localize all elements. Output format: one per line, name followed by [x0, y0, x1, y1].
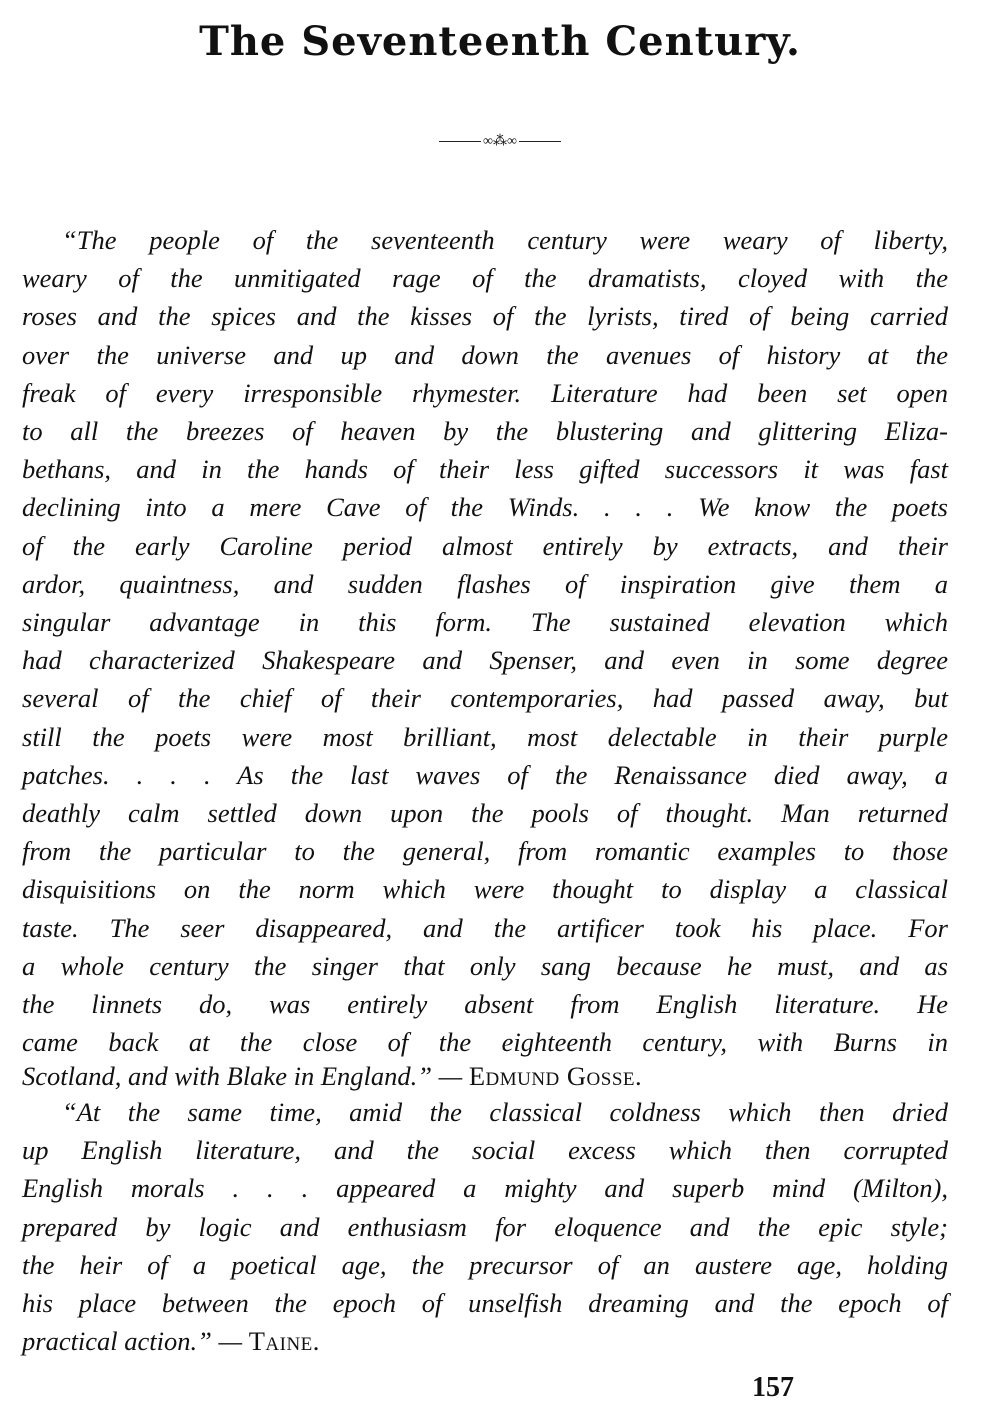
text-line	[22, 836, 948, 866]
text-line	[22, 722, 948, 752]
attribution: Edmund Gosse.	[468, 1061, 643, 1092]
line-text: several of the chief of their contemporaries, had passed away, but	[22, 683, 948, 714]
text-line	[22, 1250, 948, 1280]
line-text: came back at the close of the eighteenth century, with Burns in	[22, 1027, 948, 1058]
line-text: had characterized Shakespeare and Spenser, and even in some degree	[22, 645, 948, 676]
text-line	[22, 913, 948, 943]
line-text: taste. The seer disappeared, and the artificer took his place. For	[22, 912, 948, 943]
attribution: Taine.	[248, 1326, 320, 1357]
text-line	[22, 301, 948, 331]
text-line	[22, 1212, 948, 1242]
page-title: The Seventeenth Century.	[199, 18, 801, 65]
text-line	[22, 492, 948, 522]
text-line	[22, 798, 948, 828]
line-text: practical action.” —	[22, 1326, 249, 1357]
line-text: his place between the epoch of unselfish dreaming and the epoch of	[22, 1288, 948, 1318]
text-line	[22, 263, 948, 293]
text-line	[22, 531, 948, 561]
text-line	[22, 645, 948, 675]
line-text: weary of the unmitigated rage of the dramatists, cloyed with the	[22, 263, 948, 294]
text-line	[62, 1097, 948, 1127]
text-line	[22, 1135, 948, 1165]
text-line	[22, 1027, 948, 1057]
line-text: roses and the spices and the kisses of the lyrists, tired of being carried	[22, 301, 948, 332]
line-text: Scotland, and with Blake in England.” —	[22, 1061, 469, 1092]
text-line	[22, 683, 948, 713]
line-text: “The people of the seventeenth century were weary of liberty,	[62, 225, 948, 255]
text-line	[22, 1326, 948, 1356]
line-text: English morals . . . appeared a mighty and superb mind (Milton),	[22, 1173, 948, 1204]
line-text: disquisitions on the norm which were thought to display a classical	[22, 874, 948, 905]
text-line	[62, 225, 948, 255]
line-text: still the poets were most brilliant, most delectable in their purple	[22, 721, 948, 752]
text-line	[22, 1061, 948, 1091]
line-text: patches. . . . As the last waves of the Renaissance died away, a	[22, 759, 948, 790]
divider-rule	[519, 141, 561, 142]
text-line	[22, 760, 948, 790]
line-text: prepared by logic and enthusiasm for eloquence and the epic style;	[22, 1211, 948, 1242]
line-text: deathly calm settled down upon the pools of thought. Man returned	[22, 798, 948, 828]
line-text: freak of every irresponsible rhymester. Literature had been set open	[22, 377, 948, 408]
fleuron-icon: ∞⁂∞	[483, 133, 517, 149]
divider-rule	[439, 141, 481, 142]
line-text: of the early Caroline period almost entirely by extracts, and their	[22, 530, 948, 561]
line-text: bethans, and in the hands of their less gifted successors it was fast	[22, 454, 948, 485]
line-text: ardor, quaintness, and sudden flashes of inspiration give them a	[22, 568, 948, 599]
text-line	[22, 454, 948, 484]
line-text: up English literature, and the social excess which then corrupted	[22, 1135, 948, 1166]
text-line	[22, 874, 948, 904]
line-text: from the particular to the general, from romantic examples to those	[22, 836, 948, 867]
text-line	[22, 569, 948, 599]
page-number: 157	[752, 1372, 794, 1403]
text-line	[22, 378, 948, 408]
text-line	[22, 1288, 948, 1318]
text-line	[22, 416, 948, 446]
text-line	[22, 951, 948, 981]
line-text: the linnets do, was entirely absent from English literature. He	[22, 989, 948, 1019]
line-text: “At the same time, amid the classical coldness which then dried	[62, 1097, 948, 1127]
text-line	[22, 607, 948, 637]
line-text: a whole century the singer that only sang because he must, and as	[22, 950, 948, 981]
text-line	[22, 1173, 948, 1203]
line-text: over the universe and up and down the avenues of history at the	[22, 339, 948, 370]
text-line	[22, 989, 948, 1019]
ornament-divider	[0, 132, 1000, 150]
text-line	[22, 340, 948, 370]
line-text: to all the breezes of heaven by the blustering and glittering Eliza-	[22, 416, 948, 446]
line-text: singular advantage in this form. The sustained elevation which	[22, 607, 948, 637]
line-text: the heir of a poetical age, the precursor of an austere age, holding	[22, 1249, 948, 1280]
line-text: declining into a mere Cave of the Winds. . . . We know the poets	[22, 492, 948, 523]
